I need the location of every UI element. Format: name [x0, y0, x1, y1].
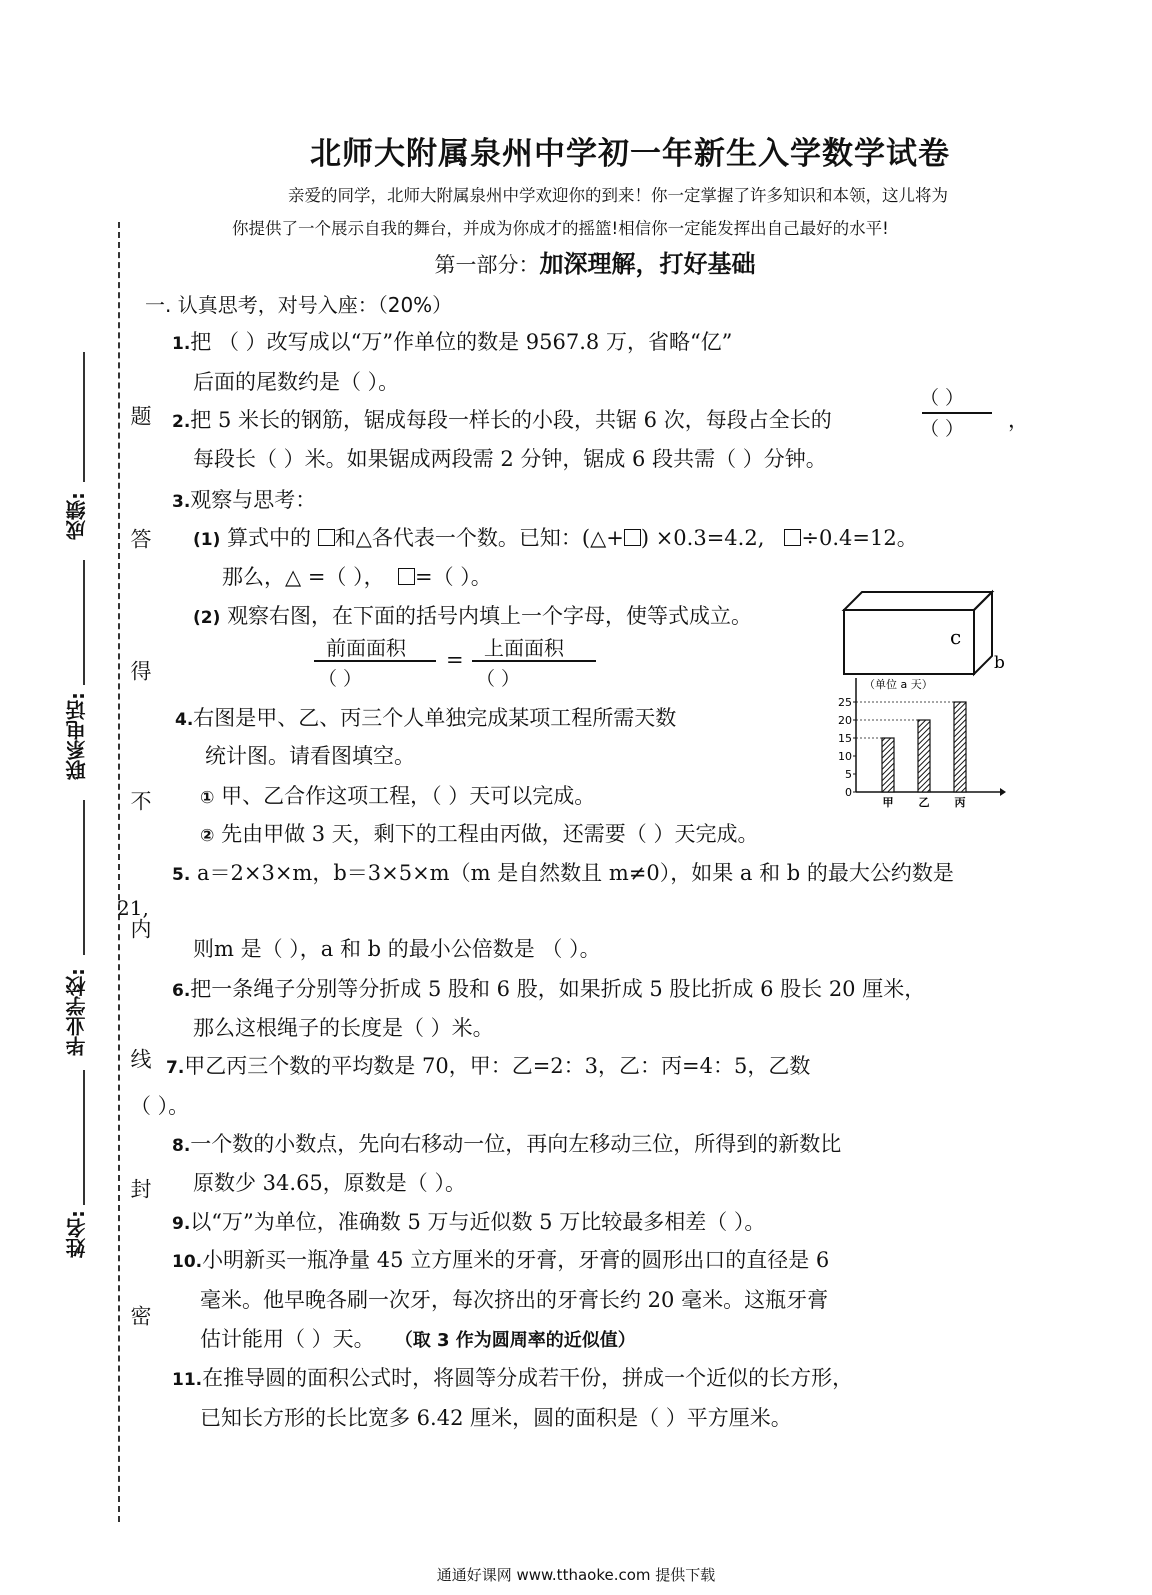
question-9	[172, 1206, 765, 1236]
question-1-line-2: 后面的尾数约是（ ）。	[193, 370, 400, 394]
name-underline	[83, 1070, 85, 1205]
stray-mark: 21,	[117, 896, 149, 920]
label-b: b	[994, 653, 1005, 673]
score-underline	[83, 352, 85, 482]
question-text: 把 （ ）改写成以“万”作单位的数是 9567.8 万，省略“亿”	[190, 330, 733, 354]
question-11-line-2: 已知长方形的长比宽多 6.42 厘米，圆的面积是（ ）平方厘米。	[200, 1406, 792, 1430]
label-c: c	[950, 625, 962, 649]
sub-text: 观察右图，在下面的括号内填上一个字母，使等式成立。	[227, 604, 753, 628]
bar-丙	[954, 702, 966, 792]
fraction-denominator: （ ）	[920, 418, 965, 440]
question-3-part-2	[193, 600, 752, 630]
sub-label: ①	[200, 788, 215, 808]
x-axis-arrow	[1000, 788, 1006, 796]
question-text: 一个数的小数点，先向右移动一位，再向左移动三位，所得到的新数比	[190, 1132, 842, 1156]
seal-char: 线	[128, 1048, 152, 1069]
fraction-bar	[472, 660, 596, 662]
question-4-line-2: 统计图。请看图填空。	[205, 744, 415, 768]
sub-text: 和△各代表一个数。已知：(△+	[334, 526, 624, 550]
sub-label: ②	[200, 826, 215, 846]
page-title: 北师大附属泉州中学初一年新生入学数学试卷	[310, 136, 950, 172]
seal-char: 题	[128, 405, 152, 426]
question-number: 2.	[172, 412, 191, 432]
question-number: 11.	[172, 1370, 203, 1390]
question-text: 把 5 米长的钢筋，锯成每段一样长的小段，共锯 6 次，每段占全长的	[190, 408, 832, 432]
question-number: 5.	[172, 865, 191, 885]
question-number: 7.	[166, 1058, 185, 1078]
school-label: 毕业学校:	[65, 968, 89, 1056]
chart-title: （单位 a 天）	[864, 678, 933, 691]
school-underline	[83, 800, 85, 955]
question-text: 甲乙丙三个数的平均数是 70，甲：乙=2：3，乙：丙=4：5，乙数	[184, 1054, 811, 1078]
fraction-bar	[314, 660, 436, 662]
sub-text: =（ ）。	[414, 565, 492, 589]
fraction-tail: ，	[1008, 408, 1029, 432]
x-tick-label: 乙	[918, 796, 930, 809]
part-prefix: 第一部分：	[434, 253, 540, 277]
cuboid-figure	[838, 588, 1018, 678]
part-heading	[0, 244, 1152, 279]
question-number: 8.	[172, 1136, 191, 1156]
y-tick-label: 20	[838, 714, 852, 727]
square-symbol	[398, 568, 415, 585]
section-heading: 一. 认真思考，对号入座：（20%）	[145, 293, 453, 317]
intro-line-1: 亲爱的同学，北师大附属泉州中学欢迎你的到来！你一定掌握了许多知识和本领，这儿将为	[288, 186, 948, 205]
question-text: 观察与思考：	[190, 488, 317, 512]
question-1	[172, 326, 732, 356]
phone-label: 联系电话:	[65, 692, 89, 780]
question-text: 把一条绳子分别等分折成 5 股和 6 股，如果折成 5 股比折成 6 股长 20 厘米，	[190, 977, 926, 1001]
bar-乙	[918, 720, 930, 792]
question-6	[172, 973, 925, 1003]
question-4-sub-2	[200, 818, 758, 848]
question-2	[172, 404, 832, 434]
question-number: 3.	[172, 492, 191, 512]
sub-text: 那么，△ =（ ），	[222, 565, 385, 589]
question-3-part-1	[193, 522, 918, 552]
score-label: 成绩:	[65, 492, 89, 540]
question-number: 9.	[172, 1214, 191, 1234]
name-label: 姓名:	[65, 1210, 89, 1258]
question-10-line-2: 毫米。他早晚各刷一次牙，每次挤出的牙膏长约 20 毫米。这瓶牙膏	[200, 1288, 829, 1312]
frac2-bot: （ ）	[476, 668, 521, 690]
fraction-numerator: （ ）	[920, 387, 965, 409]
footer-text: 通通好课网 www.tthaoke.com 提供下载	[436, 1566, 716, 1584]
question-text: 右图是甲、乙、丙三个人单独完成某项工程所需天数	[193, 706, 677, 730]
question-text: 小明新买一瓶净量 45 立方厘米的牙膏，牙膏的圆形出口的直径是 6	[202, 1248, 830, 1272]
question-11	[172, 1362, 853, 1392]
question-text: 估计能用（ ）天。	[200, 1327, 375, 1351]
question-number: 6.	[172, 981, 191, 1001]
square-symbol	[318, 529, 335, 546]
question-10	[172, 1244, 829, 1274]
question-8-line-2: 原数少 34.65，原数是（ ）。	[193, 1171, 466, 1195]
sub-text: 先由甲做 3 天，剩下的工程由丙做，还需要（ ）天完成。	[221, 822, 759, 846]
question-2-line-2: 每段长（ ）米。如果锯成两段需 2 分钟，锯成 6 段共需（ ）分钟。	[193, 447, 827, 471]
question-8	[172, 1128, 841, 1158]
intro-line-2: 你提供了一个展示自我的舞台，并成为你成才的摇篮!相信你一定能发挥出自己最好的水平!	[232, 219, 889, 238]
x-tick-label: 甲	[882, 796, 894, 809]
frac1-bot: （ ）	[318, 668, 363, 690]
y-tick-label: 10	[838, 750, 852, 763]
part-title: 加深理解，打好基础	[539, 250, 756, 278]
question-4-sub-1	[200, 780, 595, 810]
question-note: （取 3 作为圆周率的近似值）	[394, 1330, 636, 1351]
question-5	[172, 857, 954, 887]
y-tick-label: 0	[845, 786, 852, 799]
frac1-top: 前面面积	[326, 636, 406, 660]
sub-text: 甲、乙合作这项工程，（ ）天可以完成。	[221, 784, 596, 808]
frac2-top: 上面面积	[484, 636, 564, 660]
binding-dashed-line	[118, 222, 120, 1522]
equals-sign: =	[446, 648, 464, 672]
question-text: 以“万”为单位，准确数 5 万与近似数 5 万比较最多相差（ ）。	[190, 1210, 766, 1234]
square-symbol	[784, 529, 801, 546]
question-number: 10.	[172, 1252, 203, 1272]
question-3	[172, 484, 316, 514]
bar-chart	[830, 668, 1010, 810]
seal-char: 不	[128, 790, 152, 811]
question-7-line-2: （ ）。	[130, 1094, 190, 1118]
sub-text: 算式中的	[227, 526, 312, 550]
square-symbol	[624, 529, 641, 546]
question-number: 1.	[172, 334, 191, 354]
question-7	[166, 1050, 810, 1080]
question-10-line-3	[200, 1323, 636, 1353]
question-text: 在推导圆的面积公式时，将圆等分成若干份，拼成一个近似的长方形，	[202, 1366, 854, 1390]
seal-char: 答	[128, 528, 152, 549]
question-text: a＝2×3×m，b＝3×5×m（m 是自然数且 m≠0），如果 a 和 b 的最大公约数是	[196, 861, 954, 885]
sub-label: (2)	[193, 608, 221, 628]
question-6-line-2: 那么这根绳子的长度是（ ）米。	[193, 1016, 494, 1040]
seal-char: 封	[128, 1178, 152, 1199]
x-tick-label: 丙	[954, 796, 966, 809]
question-3-part-1-line-2	[222, 561, 492, 591]
phone-underline	[83, 560, 85, 685]
question-5-line-2: 则m 是（ ），a 和 b 的最小公倍数是 （ ）。	[193, 937, 601, 961]
sub-text: ) ×0.3=4.2,	[640, 526, 765, 550]
seal-char: 得	[128, 660, 152, 681]
question-4	[175, 702, 676, 732]
y-tick-label: 5	[845, 768, 852, 781]
y-tick-label: 25	[838, 696, 852, 709]
bar-甲	[882, 738, 894, 792]
question-number: 4.	[175, 710, 194, 730]
sub-label: (1)	[193, 530, 221, 550]
sub-text: ÷0.4=12。	[801, 526, 918, 550]
seal-char: 内	[128, 918, 152, 939]
seal-char: 密	[128, 1305, 152, 1326]
y-tick-label: 15	[838, 732, 852, 745]
